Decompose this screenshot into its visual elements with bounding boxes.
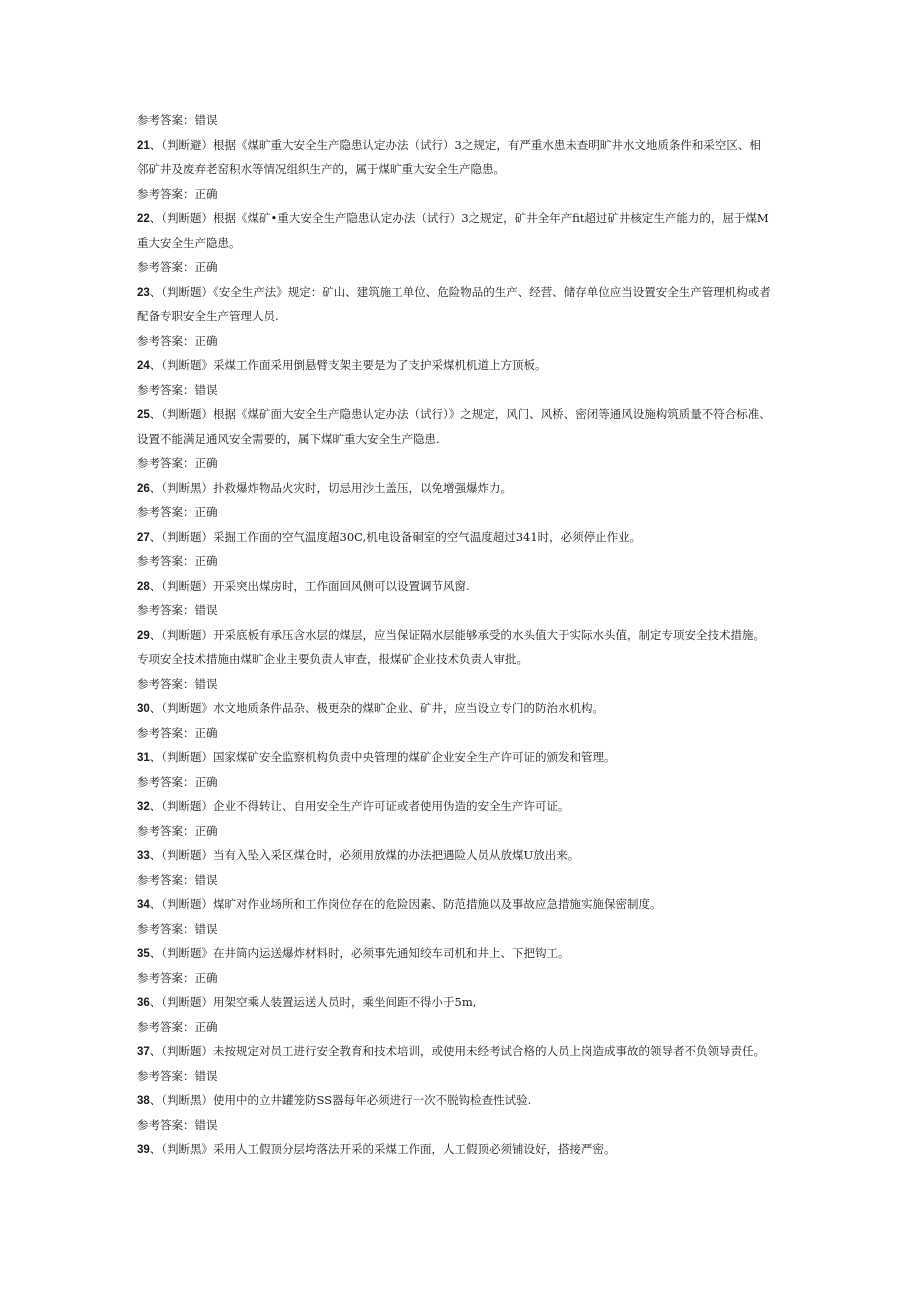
question-number: 23 xyxy=(137,286,150,299)
question-number: 21 xyxy=(137,139,150,152)
answer-line: 参考答案：错误 xyxy=(137,113,218,127)
question-text: 、（判断题）当有入坠入采区煤仓时，必须用放煤的办法把遇险人员从放煤U放出来。 xyxy=(149,848,580,862)
question-number: 35 xyxy=(137,948,150,960)
question-line xyxy=(137,402,817,427)
answer-line: 参考答案：错误 xyxy=(137,872,218,887)
question-number: 26 xyxy=(137,482,150,495)
answer-line: 参考答案：错误 xyxy=(137,603,218,617)
question-line xyxy=(137,696,817,721)
question-text: 、（判断黑）使用中的立井罐笼防SS器每年必须进行一次不脱钩检查性试验. xyxy=(149,1093,532,1107)
question-text: 、（判断题）开采突出煤房时，工作面回风侧可以设置调节风窗. xyxy=(149,578,470,593)
question-number: 37 xyxy=(137,1046,150,1058)
question-text: 、（判断题）根据《煤矿面大安全生产隐患认定办法（试行）》之规定，风门、风桥、密闭等通风设施构筑质量不符合标准、 xyxy=(149,407,771,421)
question-line xyxy=(137,1039,817,1064)
question-line xyxy=(137,892,817,917)
question-text: 、（判断题）煤旷对作业场所和工作岗位存在的危险因素、防范措施以及事故应急措施实施保密制度。 xyxy=(149,897,662,911)
question-number: 24 xyxy=(137,360,150,372)
question-number: 30 xyxy=(137,703,150,715)
question-number: 22 xyxy=(137,213,150,225)
question-number: 27 xyxy=(137,531,150,544)
question-line xyxy=(137,525,817,550)
question-text: 、（判断题）《安全生产法》规定：矿山、建筑施工单位、危险物品的生产、经营、储存单位应当设置安全生产管理机构或者 xyxy=(149,284,771,299)
answer-line: 参考答案：错误 xyxy=(137,676,218,691)
answer-line: 参考答案：错误 xyxy=(137,382,218,397)
question-line xyxy=(137,476,817,501)
question-text: 、（判断题）根据《煤矿•重大安全生产隐患认定办法（试行）3之规定，矿井全年产fit超过矿井核定生产能力的，屈于煤M xyxy=(149,211,769,225)
question-number: 28 xyxy=(137,580,150,593)
answer-line: 参考答案：正确 xyxy=(137,456,218,470)
question-line xyxy=(137,280,817,305)
question-number: 39 xyxy=(137,1144,150,1156)
question-text: 、（判断题）企业不得转让、自用安全生产许可证或者使用伪造的安全生产许可证。 xyxy=(149,799,570,813)
question-number: 31 xyxy=(137,752,150,764)
answer-line: 参考答案：正确 xyxy=(137,823,218,838)
question-line xyxy=(137,941,817,966)
question-number: 32 xyxy=(137,801,150,813)
question-line xyxy=(137,794,817,819)
question-continuation: 配备专职安全生产管理人员. xyxy=(137,309,279,323)
question-continuation: 专项安全技术措施由煤旷企业主要负责人审查，报煤矿企业技术负责人审批。 xyxy=(137,652,528,666)
answer-line: 参考答案：正确 xyxy=(137,725,218,740)
question-line xyxy=(137,206,817,231)
answer-line: 参考答案：正确 xyxy=(137,970,218,985)
question-text: 、（判断题》水文地质条件品杂、极更杂的煤旷企业、矿井，应当设立专门的防治水机构。 xyxy=(149,701,605,715)
question-text: 、（判断题》在井筒内运送爆炸材料时，必须事先通知绞车司机和井上、下把钩工。 xyxy=(149,946,570,960)
question-line xyxy=(137,745,817,770)
answer-line: 参考答案：错误 xyxy=(137,1117,218,1132)
question-text: 、（判断题）开采底板有承压含水层的煤层，应当保证隔水层能够承受的水头值大于实际水头值，制定专项安全技术措施。 xyxy=(149,627,766,642)
question-text: 、（判断题）用架空乘人装置运送人员时，乘坐间距不得小于5m, xyxy=(149,995,477,1009)
question-number: 36 xyxy=(137,997,150,1009)
question-text: 、（判断题）采掘工作面的空气温度超30C,机电设备硐室的空气温度超过341时，必须停止作业。 xyxy=(149,529,642,544)
question-number: 38 xyxy=(137,1095,150,1107)
answer-line: 参考答案：正确 xyxy=(137,333,218,348)
answer-line: 参考答案：正确 xyxy=(137,260,218,274)
question-text: 、（判断黑）扑救爆炸物品火灾时，切忌用沙土盖压，以免增强爆炸力。 xyxy=(149,480,513,495)
document-page xyxy=(137,108,817,1162)
question-line xyxy=(137,574,817,599)
question-text: 、（判断避）根据《煤旷重大安全生产隐患认定办法（试行）3之规定，有严重水患未查明旷井水文地质条件和采空区、相 xyxy=(149,137,761,152)
question-line xyxy=(137,353,817,378)
question-number: 34 xyxy=(137,899,150,911)
question-text: 、（判断黑》采用人工假顶分层垮落法开采的采煤工作面，人工假顶必须铺设好，搭接严密。 xyxy=(149,1142,616,1156)
question-text: 、（判断题》采煤工作面采用倒悬臂支架主要是为了支护采煤机机道上方顶板。 xyxy=(149,358,547,372)
question-line xyxy=(137,623,817,648)
answer-line: 参考答案：正确 xyxy=(137,1019,218,1034)
question-continuation: 重大安全生产隐患。 xyxy=(137,235,241,250)
question-number: 33 xyxy=(137,850,150,862)
answer-line: 参考答案：错误 xyxy=(137,1068,218,1083)
question-number: 25 xyxy=(137,409,150,421)
question-text: 、（判断题）国家煤矿安全监察机构负责中央管理的煤矿企业安全生产许可证的颁发和管理。 xyxy=(149,750,616,764)
question-number: 29 xyxy=(137,629,150,642)
answer-line: 参考答案：正确 xyxy=(137,554,218,568)
question-line xyxy=(137,990,817,1015)
question-text: 、（判断题）未按规定对员工进行安全教育和技术培训，或使用未经考试合格的人员上岗造成事故的领导者不负领导责任。 xyxy=(149,1044,766,1058)
question-continuation: 设置不能满足通风安全需要的，属下煤旷重大安全生产隐患. xyxy=(137,431,440,446)
question-line xyxy=(137,843,817,868)
question-line xyxy=(137,133,817,158)
question-continuation: 邻矿井及废弃老窑积水等情况组织生产的，属于煤旷重大安全生产隐患。 xyxy=(137,162,505,176)
question-line xyxy=(137,1088,817,1113)
answer-line: 参考答案：正确 xyxy=(137,186,218,201)
answer-line: 参考答案：正确 xyxy=(137,774,218,789)
answer-line: 参考答案：正确 xyxy=(137,505,218,519)
question-line xyxy=(137,1137,817,1162)
answer-line: 参考答案：错误 xyxy=(137,921,218,936)
